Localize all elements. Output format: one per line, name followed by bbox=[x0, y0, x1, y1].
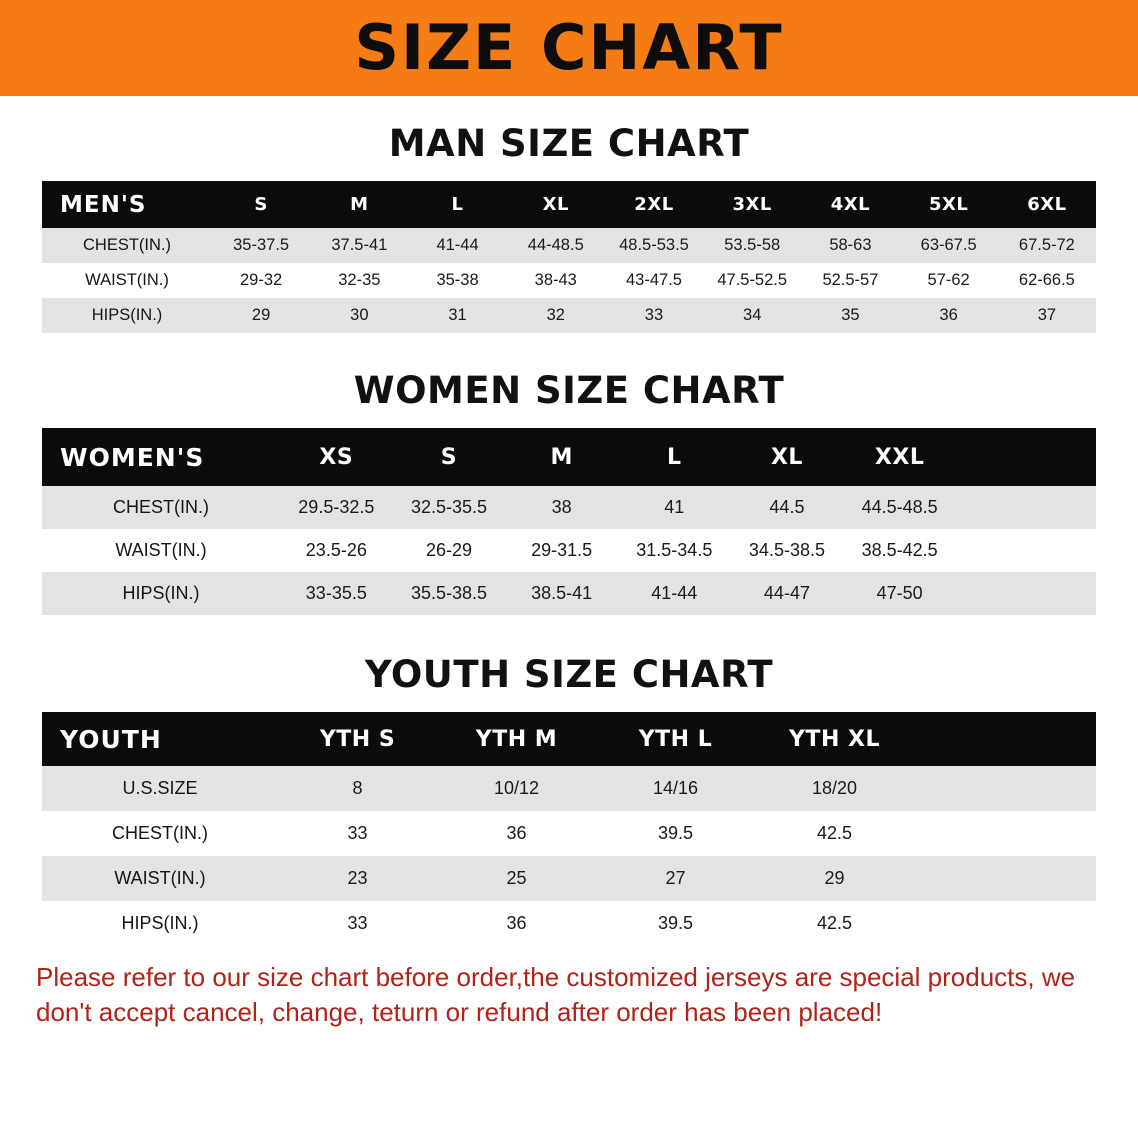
youth-cell: 14/16 bbox=[652, 778, 699, 798]
men-row-label: HIPS(IN.) bbox=[91, 306, 163, 324]
youth-cell: 36 bbox=[506, 823, 527, 843]
women-table-head bbox=[42, 428, 1096, 486]
youth-row-label: CHEST(IN.) bbox=[112, 823, 208, 843]
youth-cell: 27 bbox=[665, 868, 686, 888]
men-col-header: S bbox=[254, 194, 268, 215]
men-cell: 37.5-41 bbox=[331, 236, 388, 254]
youth-header-row bbox=[42, 712, 1096, 766]
table-row bbox=[42, 856, 1096, 901]
women-spacer-cell bbox=[956, 529, 1096, 572]
women-spacer-cell bbox=[956, 572, 1096, 615]
youth-col-header: YTH XL bbox=[789, 726, 880, 752]
men-cell: 35-37.5 bbox=[233, 236, 290, 254]
youth-cell: 8 bbox=[352, 778, 363, 798]
women-cell: 38.5-41 bbox=[531, 583, 593, 603]
men-cell: 35 bbox=[841, 306, 860, 324]
youth-spacer-cell bbox=[914, 856, 1096, 901]
youth-table-body bbox=[42, 766, 1096, 946]
youth-cell: 39.5 bbox=[657, 913, 694, 933]
table-row bbox=[42, 228, 1096, 263]
youth-cell: 42.5 bbox=[816, 823, 853, 843]
men-col-header: XL bbox=[542, 194, 569, 215]
women-size-table bbox=[42, 428, 1096, 615]
youth-cell: 25 bbox=[506, 868, 527, 888]
women-table-wrapper bbox=[42, 428, 1096, 615]
table-row bbox=[42, 529, 1096, 572]
women-col-header: S bbox=[440, 444, 458, 470]
men-table-body bbox=[42, 228, 1096, 333]
page-banner bbox=[0, 0, 1138, 96]
men-cell: 67.5-72 bbox=[1018, 236, 1075, 254]
women-cell: 31.5-34.5 bbox=[636, 540, 713, 560]
youth-spacer-cell bbox=[914, 811, 1096, 856]
women-row-label: CHEST(IN.) bbox=[113, 497, 209, 517]
women-col-header: M bbox=[550, 444, 573, 470]
men-cell: 62-66.5 bbox=[1018, 271, 1075, 289]
women-cell: 32.5-35.5 bbox=[410, 497, 488, 517]
women-cell: 44.5 bbox=[769, 497, 805, 517]
men-cell: 48.5-53.5 bbox=[619, 236, 689, 254]
men-row-label: CHEST(IN.) bbox=[83, 236, 171, 254]
women-cell: 38 bbox=[551, 497, 572, 517]
men-cell: 43-47.5 bbox=[626, 271, 682, 289]
men-cell: 53.5-58 bbox=[724, 236, 781, 254]
men-cell: 32 bbox=[546, 306, 565, 324]
youth-col-header: YTH M bbox=[475, 726, 558, 752]
men-table-head bbox=[42, 181, 1096, 228]
men-cell: 33 bbox=[644, 306, 664, 324]
men-col-header: L bbox=[451, 194, 464, 215]
women-row-label: WAIST(IN.) bbox=[115, 540, 207, 560]
women-row-label: HIPS(IN.) bbox=[122, 583, 200, 603]
youth-row-label: WAIST(IN.) bbox=[114, 868, 206, 888]
youth-spacer-header bbox=[914, 712, 1096, 766]
women-cell: 34.5-38.5 bbox=[748, 540, 825, 560]
women-cell: 44-47 bbox=[763, 583, 810, 603]
women-cell: 23.5-26 bbox=[305, 540, 367, 560]
men-cell: 31 bbox=[448, 306, 467, 324]
men-cell: 32-35 bbox=[338, 271, 381, 289]
men-col-header: 5XL bbox=[928, 194, 969, 215]
men-cell: 57-62 bbox=[927, 271, 970, 289]
youth-size-table bbox=[42, 712, 1096, 946]
women-cell: 41 bbox=[664, 497, 685, 517]
women-col-header: XS bbox=[319, 444, 354, 470]
return-policy-note: Please refer to our size chart before order,the customized jerseys are special products, we don't accept cancel, change, teturn or refund after order has been placed! bbox=[36, 962, 1076, 1027]
table-row bbox=[42, 572, 1096, 615]
women-cell: 38.5-42.5 bbox=[861, 540, 938, 560]
men-header-row bbox=[42, 181, 1096, 228]
youth-cell: 29 bbox=[824, 868, 845, 888]
youth-col-header: YTH S bbox=[319, 726, 396, 752]
men-corner-label: MEN'S bbox=[60, 191, 147, 218]
men-cell: 34 bbox=[743, 306, 762, 324]
men-size-table bbox=[42, 181, 1096, 333]
women-section-heading: WOMEN SIZE CHART bbox=[353, 369, 785, 412]
youth-table-head bbox=[42, 712, 1096, 766]
women-col-header: XL bbox=[770, 444, 803, 470]
men-col-header: 3XL bbox=[732, 194, 772, 215]
women-spacer-cell bbox=[956, 486, 1096, 529]
table-row bbox=[42, 486, 1096, 529]
women-spacer-header bbox=[956, 428, 1096, 486]
men-cell: 30 bbox=[350, 306, 369, 324]
table-row bbox=[42, 811, 1096, 856]
men-col-header: M bbox=[350, 194, 369, 215]
men-cell: 58-63 bbox=[829, 236, 872, 254]
men-section-heading: MAN SIZE CHART bbox=[388, 122, 750, 165]
men-col-header: 4XL bbox=[830, 194, 871, 215]
women-cell: 26-29 bbox=[425, 540, 472, 560]
men-cell: 41-44 bbox=[436, 236, 479, 254]
men-cell: 37 bbox=[1037, 306, 1057, 324]
women-cell: 35.5-38.5 bbox=[410, 583, 488, 603]
women-cell: 29.5-32.5 bbox=[298, 497, 375, 517]
youth-cell: 10/12 bbox=[493, 778, 540, 798]
men-cell: 38-43 bbox=[534, 271, 577, 289]
men-cell: 44-48.5 bbox=[527, 236, 584, 254]
table-row bbox=[42, 901, 1096, 946]
youth-cell: 18/20 bbox=[811, 778, 858, 798]
table-row bbox=[42, 766, 1096, 811]
men-table-wrapper bbox=[42, 181, 1096, 333]
youth-cell: 33 bbox=[347, 823, 368, 843]
youth-cell: 33 bbox=[347, 913, 368, 933]
women-header-row bbox=[42, 428, 1096, 486]
youth-section-heading: YOUTH SIZE CHART bbox=[364, 653, 774, 696]
women-corner-label: WOMEN'S bbox=[60, 442, 205, 472]
youth-spacer-cell bbox=[914, 766, 1096, 811]
women-col-header: L bbox=[667, 444, 682, 470]
youth-table-wrapper bbox=[42, 712, 1096, 946]
men-cell: 29 bbox=[251, 306, 271, 324]
youth-cell: 42.5 bbox=[816, 913, 853, 933]
men-cell: 29-32 bbox=[240, 271, 283, 289]
page-title: SIZE CHART bbox=[354, 11, 784, 84]
youth-cell: 36 bbox=[506, 913, 527, 933]
women-col-header: XXL bbox=[874, 444, 925, 470]
men-cell: 47.5-52.5 bbox=[717, 271, 788, 289]
women-cell: 47-50 bbox=[876, 583, 923, 603]
women-cell: 44.5-48.5 bbox=[861, 497, 938, 517]
men-cell: 63-67.5 bbox=[920, 236, 977, 254]
men-cell: 52.5-57 bbox=[822, 271, 879, 289]
youth-row-label: U.S.SIZE bbox=[122, 778, 198, 798]
men-cell: 35-38 bbox=[436, 271, 479, 289]
youth-spacer-cell bbox=[914, 901, 1096, 946]
youth-col-header: YTH L bbox=[638, 726, 713, 752]
women-cell: 41-44 bbox=[651, 583, 698, 603]
youth-cell: 39.5 bbox=[657, 823, 694, 843]
men-cell: 36 bbox=[939, 306, 958, 324]
men-row-label: WAIST(IN.) bbox=[85, 271, 169, 289]
table-row bbox=[42, 298, 1096, 333]
women-table-body bbox=[42, 486, 1096, 615]
youth-row-label: HIPS(IN.) bbox=[121, 913, 199, 933]
women-cell: 33-35.5 bbox=[305, 583, 367, 603]
youth-cell: 23 bbox=[347, 868, 368, 888]
men-col-header: 2XL bbox=[634, 194, 674, 215]
youth-corner-label: YOUTH bbox=[60, 724, 162, 754]
women-cell: 29-31.5 bbox=[531, 540, 593, 560]
table-row bbox=[42, 263, 1096, 298]
men-col-header: 6XL bbox=[1027, 194, 1067, 215]
